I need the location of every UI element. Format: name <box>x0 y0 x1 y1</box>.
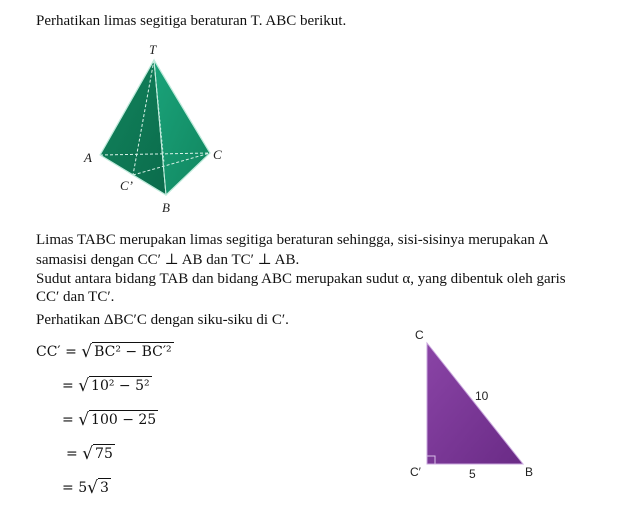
right-triangle-figure <box>405 325 555 485</box>
sqrt-step-3: √ 100 − 25 <box>78 410 157 430</box>
label-b: B <box>162 200 170 215</box>
sqrt-step-3-radicand: 100 − 25 <box>91 412 157 428</box>
label-t: T <box>149 42 157 57</box>
calc-eq-5: = <box>62 480 74 496</box>
paragraph-line-4: CC′ dan TC′. <box>36 289 115 305</box>
tri-label-b: B <box>525 465 534 479</box>
triangle-shape <box>427 343 523 464</box>
calc-step-1 <box>36 342 174 362</box>
paragraph-line-2: samasisi dengan CC′ ⊥ AB dan TC′ ⊥ AB. <box>36 252 300 268</box>
calc-lhs: CC′ <box>36 344 61 360</box>
label-c: C <box>213 147 222 162</box>
tri-label-hypotenuse: 10 <box>475 389 489 403</box>
label-a: A <box>84 150 92 165</box>
calc-eq: = <box>65 344 77 360</box>
tri-label-c-prime: C′ <box>410 465 421 479</box>
sqrt-step-5: √ 3 <box>87 478 109 498</box>
calc-step-4 <box>66 444 115 464</box>
sqrt-step-4-radicand: 75 <box>95 446 113 462</box>
calc-eq-2: = <box>62 378 74 394</box>
intro-text: Perhatikan limas segitiga beraturan T. ABC berikut. <box>36 13 347 29</box>
calc-step-3 <box>62 410 158 430</box>
calc-coef: 5 <box>78 480 88 496</box>
calc-eq-4: = <box>66 446 78 462</box>
tri-label-base: 5 <box>469 467 476 481</box>
sqrt-step-1-radicand: BC² − BC′² <box>94 344 172 360</box>
sqrt-step-5-radicand: 3 <box>99 480 109 496</box>
label-c-prime: C’ <box>120 178 133 193</box>
paragraph-line-1: Limas TABC merupakan limas segitiga beraturan sehingga, sisi-sisinya merupakan Δ <box>36 232 549 248</box>
paragraph-line-3: Sudut antara bidang TAB dan bidang ABC merupakan sudut α, yang dibentuk oleh garis <box>36 271 566 287</box>
sqrt-step-4: √ 75 <box>82 444 113 464</box>
sqrt-step-2: √ 10² − 5² <box>78 376 150 396</box>
pyramid-figure <box>80 38 240 218</box>
paragraph-line-5: Perhatikan ΔBC′C dengan siku-siku di C′. <box>36 312 289 328</box>
tri-label-c: C <box>415 328 424 342</box>
sqrt-step-1: √ BC² − BC′² <box>81 342 172 362</box>
calc-eq-3: = <box>62 412 74 428</box>
calc-step-5 <box>62 478 111 498</box>
sqrt-step-2-radicand: 10² − 5² <box>91 378 150 394</box>
calc-step-2 <box>62 376 152 396</box>
